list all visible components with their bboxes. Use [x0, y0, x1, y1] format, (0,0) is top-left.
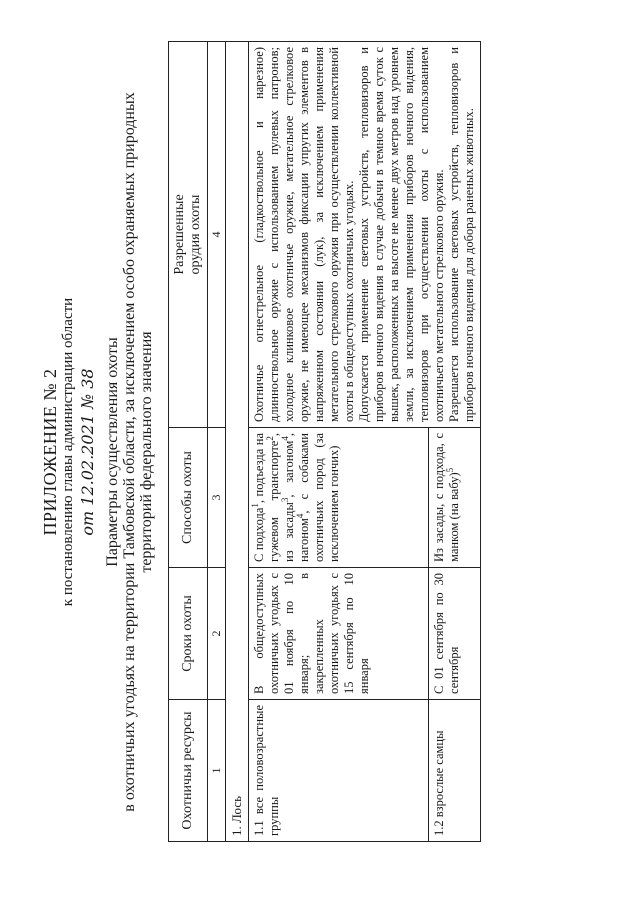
col-number-1: 1 [208, 700, 226, 842]
weapons-cell [249, 42, 481, 428]
table-row [249, 42, 429, 842]
col-number-4: 4 [208, 42, 226, 428]
title-line-2: в охотничьих угодьях на территории Тамбовской области, за исключением особо охраняемых природных [121, 92, 138, 812]
document-title [104, 42, 155, 862]
method-text: Из засады, с подхода, с манком (на вабу) [431, 433, 461, 562]
hunting-parameters-table [168, 41, 481, 842]
method-text: , из засады [267, 433, 296, 562]
footnote-mark: 3 [279, 497, 290, 503]
resource-cell: 1.2 взрослые самцы [428, 700, 480, 842]
table-header-row [169, 42, 208, 842]
appendix-number-handwritten: от 12.02.2021 № 38 [78, 368, 97, 536]
col-header-terms: Сроки охоты [169, 568, 208, 700]
method-text: , с собаками охотничьих пород (за исключением гончих) [297, 433, 341, 562]
methods-cell [249, 428, 429, 568]
appendix-title: ПРИЛОЖЕНИЕ № 2 [40, 368, 60, 536]
method-text: , нагоном [282, 433, 311, 562]
col-header-weapons-line1: Разрешенные [172, 194, 187, 275]
method-text: , подъезда на гужевом транспорте [252, 433, 281, 562]
title-line-3: территорий федерального значения [138, 331, 155, 573]
col-number-2: 2 [208, 568, 226, 700]
resource-cell: 1.1 все половозрастные группы [249, 700, 429, 842]
footnote-mark: 2 [264, 436, 275, 441]
column-number-row [208, 42, 226, 842]
col-header-methods: Способы охоты [169, 428, 208, 568]
footnote-mark: 4 [294, 513, 305, 519]
terms-cell: В общедоступных охотничьих угодьях с 01 ноября по 10 января; в закрепленных охотничьих угодьях с 15 сентября по 10 января [249, 568, 429, 700]
weapons-paragraph-1: Охотничье огнестрельное (гладкоствольное и нарезное) длинноствольное оружие с использованием пулевых патронов; холодное клинковое охотничье оружие, метательное стрелковое оружие, не имеющее механизмов фиксации упругих элементов в напряженном состоянии (лук), за исключением применения метательного стрелкового оружия при осуществлении коллективной охоты в общедоступных охотничьих угодьях. [252, 47, 356, 422]
footnote-mark: 5 [444, 467, 455, 473]
col-number-3: 3 [208, 428, 226, 568]
method-text: , загоном [282, 440, 296, 498]
group-row-moose [226, 42, 249, 842]
weapons-paragraph-2: Допускается применение световых устройств, тепловизоров и приборов ночного видения в случае добычи в темное время суток с вышек, расположенных на высоте не менее двух метров над уровнем земли, за исключением применения приборов ночного видения, тепловизоров при осуществлении охоты с использованием охотничьего метательного стрелкового оружия. [357, 47, 446, 422]
method-text: С подхода [252, 507, 266, 562]
methods-cell [428, 428, 480, 568]
terms-cell: С 01 сентября по 30 сентября [428, 568, 480, 700]
appendix-subtitle: к постановлению главы администрации области [60, 297, 76, 607]
footnote-mark: 1 [249, 503, 260, 508]
group-title: 1. Лось [226, 42, 249, 842]
weapons-paragraph-3: Разрешается использование световых устройств, тепловизоров и приборов ночного видения для добора раненых животных. [447, 47, 476, 422]
col-header-weapons-line2: орудия охоты [188, 194, 203, 275]
rotated-document-page [40, 42, 600, 862]
col-header-weapons [169, 42, 208, 428]
col-header-resources: Охотничьи ресурсы [169, 700, 208, 842]
title-line-1: Параметры осуществления охоты [104, 337, 121, 567]
footnote-mark: 4 [279, 436, 290, 441]
